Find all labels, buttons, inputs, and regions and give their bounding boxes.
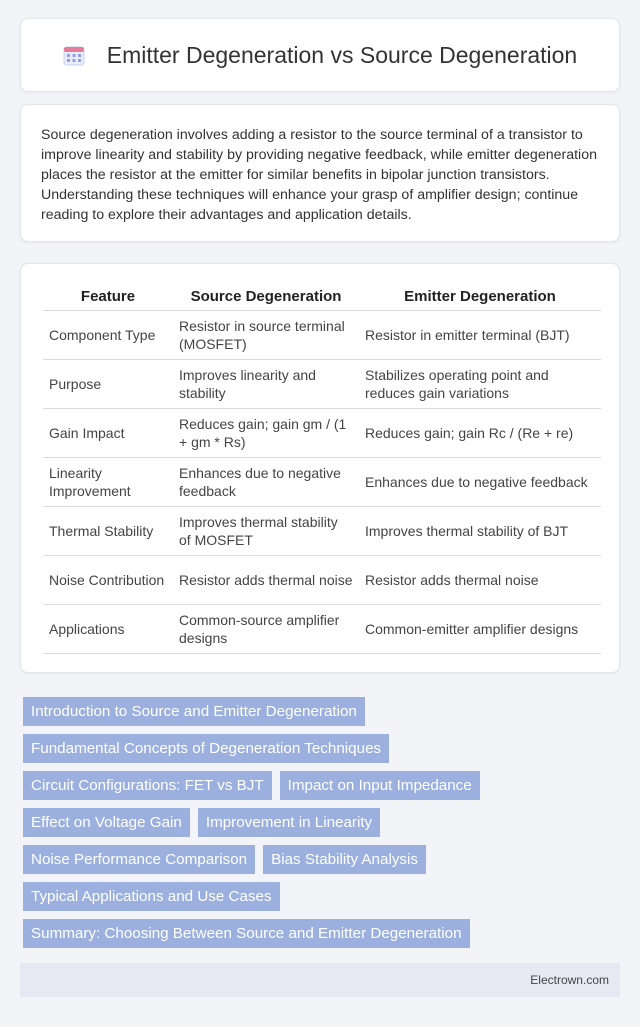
table-cell: Improves thermal stability of MOSFET bbox=[173, 506, 359, 555]
table-cell: Improves thermal stability of BJT bbox=[359, 506, 601, 555]
table-row bbox=[43, 555, 601, 604]
link-row bbox=[23, 919, 623, 948]
intro-text: Source degeneration involves adding a resistor to the source terminal of a transistor to improve linearity and stability by providing negative feedback, while emitter degeneration places the resistor at the emitter for similar benefits in bipolar junction transistors. Understanding these techniques will enhance your grasp of amplifier design; continue reading to explore their advantages and application details. bbox=[41, 127, 597, 223]
table-cell: Common-source amplifier designs bbox=[173, 604, 359, 653]
topic-links bbox=[23, 697, 623, 956]
link-row bbox=[23, 845, 623, 874]
table-cell: Component Type bbox=[43, 310, 173, 359]
header-source-degeneration: Source Degeneration bbox=[173, 284, 359, 310]
table-cell: Noise Contribution bbox=[43, 555, 173, 604]
footer bbox=[20, 963, 620, 997]
link-row bbox=[23, 882, 623, 911]
link-row bbox=[23, 734, 623, 763]
page-title: Emitter Degeneration vs Source Degeneration bbox=[106, 41, 578, 68]
link-noise-performance[interactable]: Noise Performance Comparison bbox=[23, 845, 255, 874]
table-row bbox=[43, 604, 601, 653]
table-cell: Reduces gain; gain Rc / (Re + re) bbox=[359, 408, 601, 457]
comparison-table-card bbox=[20, 263, 620, 673]
header-feature: Feature bbox=[43, 284, 173, 310]
link-linearity[interactable]: Improvement in Linearity bbox=[198, 808, 380, 837]
table-cell: Purpose bbox=[43, 359, 173, 408]
link-applications[interactable]: Typical Applications and Use Cases bbox=[23, 882, 280, 911]
title-card bbox=[20, 18, 620, 92]
table-cell: Thermal Stability bbox=[43, 506, 173, 555]
intro-card bbox=[20, 104, 620, 242]
table-row bbox=[43, 408, 601, 457]
link-summary[interactable]: Summary: Choosing Between Source and Emitter Degeneration bbox=[23, 919, 470, 948]
table-header-row bbox=[43, 284, 601, 310]
link-voltage-gain[interactable]: Effect on Voltage Gain bbox=[23, 808, 190, 837]
table-cell: Stabilizes operating point and reduces gain variations bbox=[359, 359, 601, 408]
table-cell: Reduces gain; gain gm / (1 + gm * Rs) bbox=[173, 408, 359, 457]
link-row bbox=[23, 697, 623, 726]
table-cell: Enhances due to negative feedback bbox=[359, 457, 601, 506]
link-row bbox=[23, 771, 623, 800]
link-fundamental-concepts[interactable]: Fundamental Concepts of Degeneration Techniques bbox=[23, 734, 389, 763]
calendar-icon bbox=[63, 44, 85, 66]
link-input-impedance[interactable]: Impact on Input Impedance bbox=[280, 771, 480, 800]
table-cell: Applications bbox=[43, 604, 173, 653]
link-row bbox=[23, 808, 623, 837]
table-row bbox=[43, 457, 601, 506]
link-bias-stability[interactable]: Bias Stability Analysis bbox=[263, 845, 426, 874]
header-emitter-degeneration: Emitter Degeneration bbox=[359, 284, 601, 310]
table-cell: Resistor in emitter terminal (BJT) bbox=[359, 310, 601, 359]
link-circuit-configurations[interactable]: Circuit Configurations: FET vs BJT bbox=[23, 771, 272, 800]
table-cell: Improves linearity and stability bbox=[173, 359, 359, 408]
table-row bbox=[43, 310, 601, 359]
table-cell: Resistor adds thermal noise bbox=[173, 555, 359, 604]
table-cell: Gain Impact bbox=[43, 408, 173, 457]
table-cell: Resistor in source terminal (MOSFET) bbox=[173, 310, 359, 359]
comparison-table bbox=[43, 284, 601, 654]
table-row bbox=[43, 359, 601, 408]
table-cell: Common-emitter amplifier designs bbox=[359, 604, 601, 653]
table-cell: Enhances due to negative feedback bbox=[173, 457, 359, 506]
table-row bbox=[43, 506, 601, 555]
table-cell: Resistor adds thermal noise bbox=[359, 555, 601, 604]
footer-site-name: Electrown.com bbox=[530, 973, 609, 987]
table-cell: Linearity Improvement bbox=[43, 457, 173, 506]
link-introduction[interactable]: Introduction to Source and Emitter Degeneration bbox=[23, 697, 365, 726]
